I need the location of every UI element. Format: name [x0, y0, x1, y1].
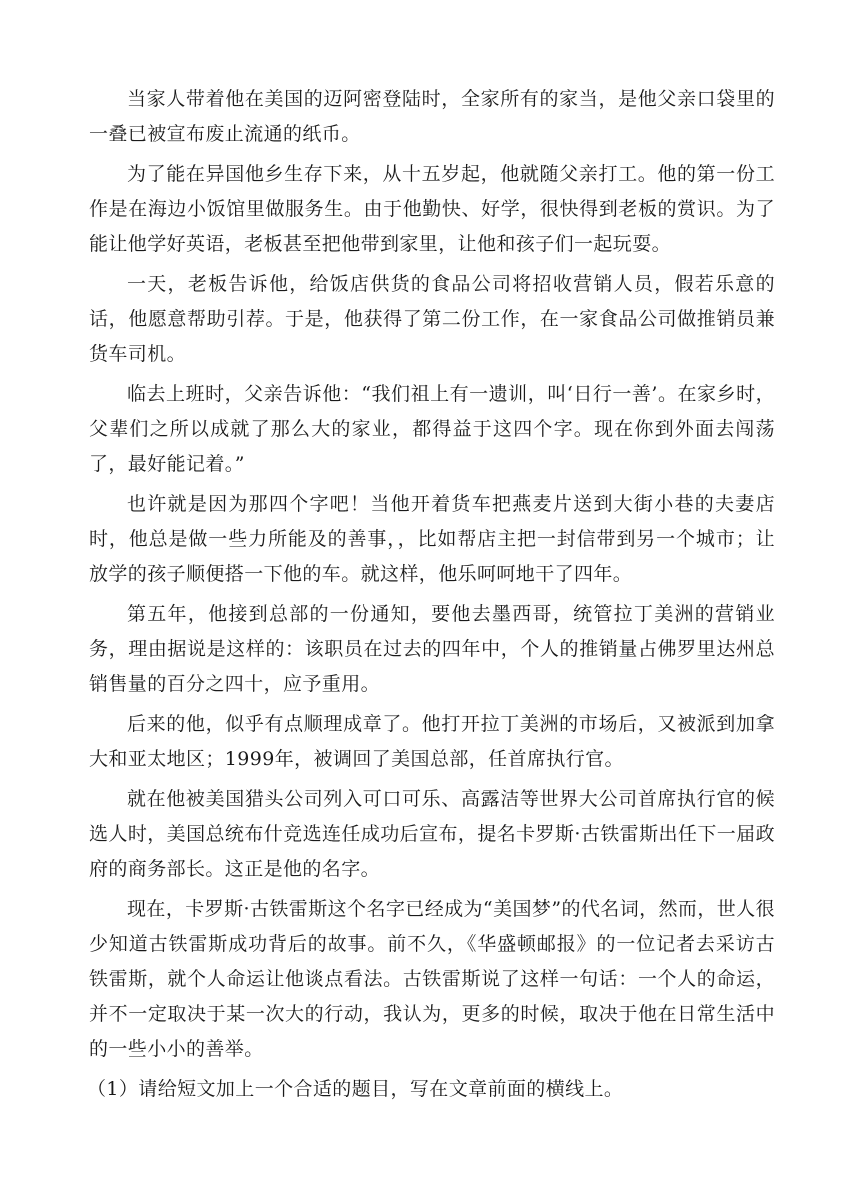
paragraph-1: 当家人带着他在美国的迈阿密登陆时，全家所有的家当，是他父亲口袋里的一叠已被宣布废止流通的纸币。: [89, 88, 775, 145]
paragraph-4: 临去上班时，父亲告诉他：“我们祖上有一遗训，叫‘日行一善’。在家乡时，父辈们之所以成就了那么大的家业，都得益于这四个字。现在你到外面去闯荡了，最好能记着。”: [89, 383, 775, 475]
paragraph-6: 第五年，他接到总部的一份通知，要他去墨西哥，统管拉丁美洲的营销业务，理由据说是这样的：该职员在过去的四年中，个人的推销量占佛罗里达州总销售量的百分之四十，应予重用。: [89, 603, 775, 695]
paragraph-9: 现在，卡罗斯·古铁雷斯这个名字已经成为“美国梦”的代名词，然而，世人很少知道古铁雷斯成功背后的故事。前不久，《华盛顿邮报》的一位记者去采访古铁雷斯，就个人命运让他谈点看法。古铁雷斯说了这样一句话：一个人的命运，并不一定取决于某一次大的行动，我认为，更多的时候，取决于他在日常生活中的一些小小的善举。: [89, 898, 775, 1060]
paragraph-7: 后来的他，似乎有点顺理成章了。他打开拉丁美洲的市场后，又被派到加拿大和亚太地区；1999年，被调回了美国总部，任首席执行官。: [89, 713, 775, 770]
question-1: （1）请给短文加上一个合适的题目，写在文章前面的横线上。: [87, 1078, 624, 1100]
paragraph-2: 为了能在异国他乡生存下来，从十五岁起，他就随父亲打工。他的第一份工作是在海边小饭馆里做服务生。由于他勤快、好学，很快得到老板的赏识。为了能让他学好英语，老板甚至把他带到家里，让他和孩子们一起玩耍。: [89, 163, 775, 255]
paragraph-5: 也许就是因为那四个字吧！当他开着货车把燕麦片送到大街小巷的夫妻店时，他总是做一些力所能及的善事，，比如帮店主把一封信带到另一个城市；让放学的孩子顺便搭一下他的车。就这样，他乐呵呵地干了四年。: [89, 493, 775, 585]
document-body: [89, 82, 775, 1107]
paragraph-8: 就在他被美国猎头公司列入可口可乐、高露洁等世界大公司首席执行官的候选人时，美国总统布什竞选连任成功后宣布，提名卡罗斯·古铁雷斯出任下一届政府的商务部长。这正是他的名字。: [89, 788, 775, 880]
paragraph-3: 一天，老板告诉他，给饭店供货的食品公司将招收营销人员，假若乐意的话，他愿意帮助引荐。于是，他获得了第二份工作，在一家食品公司做推销员兼货车司机。: [89, 273, 775, 365]
